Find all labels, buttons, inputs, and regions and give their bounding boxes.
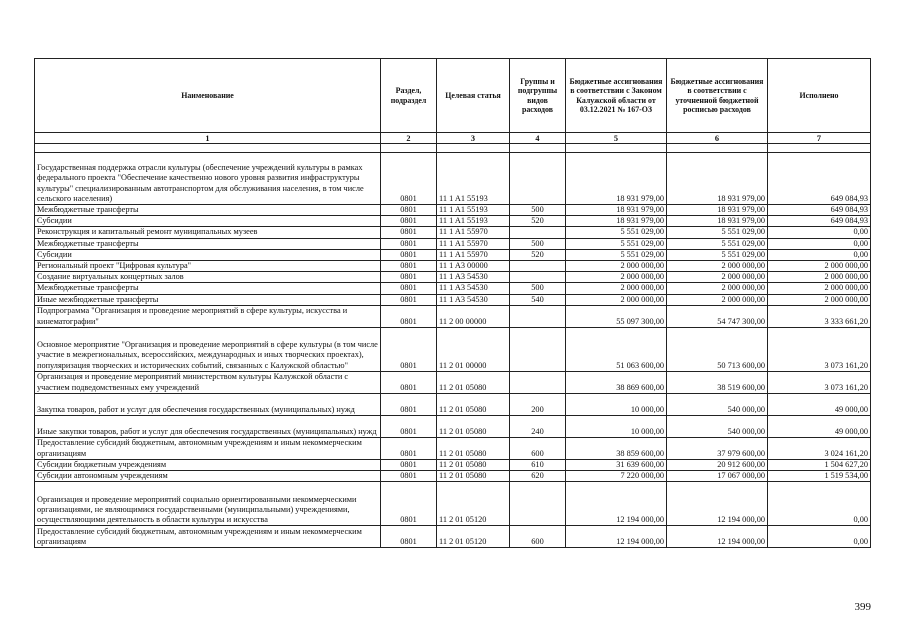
header-target: Целевая статья xyxy=(437,59,510,133)
table-row xyxy=(35,227,871,238)
table-row xyxy=(35,371,871,393)
row-name-cell: Подпрограмма "Организация и проведение мероприятий в сфере культуры, искусства и кинематографии" xyxy=(35,305,381,327)
row-revised-amount-cell: 20 912 600,00 xyxy=(667,459,768,470)
row-expense-type-cell: 600 xyxy=(510,437,566,459)
row-target-cell: 11 2 01 05120 xyxy=(437,526,510,548)
column-number-row xyxy=(35,133,871,144)
row-section-cell: 0801 xyxy=(381,415,437,437)
table-row xyxy=(35,482,871,526)
row-section-cell: 0801 xyxy=(381,305,437,327)
row-expense-type-cell: 500 xyxy=(510,283,566,294)
spacer-cell xyxy=(35,144,381,153)
table-row xyxy=(35,216,871,227)
row-target-cell: 11 1 A1 55970 xyxy=(437,249,510,260)
table-row xyxy=(35,238,871,249)
row-section-cell: 0801 xyxy=(381,216,437,227)
row-target-cell: 11 2 00 00000 xyxy=(437,305,510,327)
row-expense-type-cell: 540 xyxy=(510,294,566,305)
row-executed-amount-cell: 649 084,93 xyxy=(768,153,871,205)
row-executed-amount-cell: 0,00 xyxy=(768,249,871,260)
column-number: 7 xyxy=(768,133,871,144)
table-row xyxy=(35,294,871,305)
row-revised-amount-cell: 18 931 979,00 xyxy=(667,205,768,216)
row-executed-amount-cell: 49 000,00 xyxy=(768,415,871,437)
row-law-amount-cell: 10 000,00 xyxy=(566,393,667,415)
table-row xyxy=(35,249,871,260)
table-row xyxy=(35,283,871,294)
row-revised-amount-cell: 2 000 000,00 xyxy=(667,294,768,305)
row-revised-amount-cell: 17 067 000,00 xyxy=(667,471,768,482)
row-name-cell: Межбюджетные трансферты xyxy=(35,238,381,249)
row-target-cell: 11 1 A1 55193 xyxy=(437,205,510,216)
row-law-amount-cell: 5 551 029,00 xyxy=(566,227,667,238)
row-executed-amount-cell: 3 024 161,20 xyxy=(768,437,871,459)
column-number: 6 xyxy=(667,133,768,144)
header-revised: Бюджетные ассигнования в соответствии с уточненной бюджетной росписью расходов xyxy=(667,59,768,133)
table-row xyxy=(35,415,871,437)
row-name-cell: Субсидии бюджетным учреждениям xyxy=(35,459,381,470)
row-section-cell: 0801 xyxy=(381,459,437,470)
row-section-cell: 0801 xyxy=(381,227,437,238)
row-executed-amount-cell: 1 504 627,20 xyxy=(768,459,871,470)
row-expense-type-cell: 240 xyxy=(510,415,566,437)
row-expense-type-cell: 610 xyxy=(510,459,566,470)
row-executed-amount-cell: 649 084,93 xyxy=(768,205,871,216)
spacer-cell xyxy=(667,144,768,153)
row-law-amount-cell: 2 000 000,00 xyxy=(566,283,667,294)
row-revised-amount-cell: 38 519 600,00 xyxy=(667,371,768,393)
page-number: 399 xyxy=(854,601,871,613)
row-name-cell: Субсидии xyxy=(35,249,381,260)
row-name-cell: Региональный проект "Цифровая культура" xyxy=(35,261,381,272)
table-header-row xyxy=(35,59,871,133)
spacer-cell xyxy=(437,144,510,153)
row-law-amount-cell: 10 000,00 xyxy=(566,415,667,437)
row-executed-amount-cell: 2 000 000,00 xyxy=(768,272,871,283)
row-name-cell: Межбюджетные трансферты xyxy=(35,205,381,216)
row-revised-amount-cell: 540 000,00 xyxy=(667,393,768,415)
row-name-cell: Иные закупки товаров, работ и услуг для обеспечения государственных (муниципальных) нужд xyxy=(35,415,381,437)
row-executed-amount-cell: 2 000 000,00 xyxy=(768,283,871,294)
row-expense-type-cell: 520 xyxy=(510,216,566,227)
row-law-amount-cell: 31 639 600,00 xyxy=(566,459,667,470)
row-law-amount-cell: 12 194 000,00 xyxy=(566,482,667,526)
row-revised-amount-cell: 12 194 000,00 xyxy=(667,526,768,548)
row-expense-type-cell xyxy=(510,327,566,371)
spacer-cell xyxy=(768,144,871,153)
row-expense-type-cell: 620 xyxy=(510,471,566,482)
table-row xyxy=(35,437,871,459)
row-target-cell: 11 2 01 05120 xyxy=(437,482,510,526)
row-executed-amount-cell: 0,00 xyxy=(768,526,871,548)
row-executed-amount-cell: 1 519 534,00 xyxy=(768,471,871,482)
table-body xyxy=(35,133,871,548)
row-revised-amount-cell: 2 000 000,00 xyxy=(667,261,768,272)
row-revised-amount-cell: 18 931 979,00 xyxy=(667,153,768,205)
document-sheet xyxy=(34,58,870,548)
row-executed-amount-cell: 649 084,93 xyxy=(768,216,871,227)
row-law-amount-cell: 18 931 979,00 xyxy=(566,216,667,227)
row-name-cell: Государственная поддержка отрасли культуры (обеспечение учреждений культуры в рамках федерального проекта "Обеспечение качественно нового уровня развития инфраструктуры культуры" специализированным автотранспортом для обслуживания населения, в том числе сельского населения) xyxy=(35,153,381,205)
header-section: Раздел, подраздел xyxy=(381,59,437,133)
row-revised-amount-cell: 5 551 029,00 xyxy=(667,249,768,260)
row-expense-type-cell: 600 xyxy=(510,526,566,548)
row-target-cell: 11 2 01 05080 xyxy=(437,415,510,437)
row-law-amount-cell: 18 931 979,00 xyxy=(566,205,667,216)
row-section-cell: 0801 xyxy=(381,482,437,526)
row-name-cell: Межбюджетные трансферты xyxy=(35,283,381,294)
row-target-cell: 11 1 A3 54530 xyxy=(437,294,510,305)
row-target-cell: 11 2 01 05080 xyxy=(437,459,510,470)
spacer-cell xyxy=(381,144,437,153)
table-row xyxy=(35,526,871,548)
row-section-cell: 0801 xyxy=(381,526,437,548)
row-executed-amount-cell: 3 333 661,20 xyxy=(768,305,871,327)
row-revised-amount-cell: 37 979 600,00 xyxy=(667,437,768,459)
row-name-cell: Субсидии автономным учреждениям xyxy=(35,471,381,482)
row-revised-amount-cell: 18 931 979,00 xyxy=(667,216,768,227)
row-target-cell: 11 1 A3 54530 xyxy=(437,272,510,283)
row-expense-type-cell xyxy=(510,227,566,238)
header-law: Бюджетные ассигнования в соответствии с Законом Калужской области от 03.12.2021 № 167-ОЗ xyxy=(566,59,667,133)
row-name-cell: Закупка товаров, работ и услуг для обеспечения государственных (муниципальных) нужд xyxy=(35,393,381,415)
budget-table xyxy=(34,58,871,548)
row-expense-type-cell xyxy=(510,153,566,205)
table-row xyxy=(35,272,871,283)
table-row xyxy=(35,327,871,371)
row-name-cell: Предоставление субсидий бюджетным, автономным учреждениям и иным некоммерческим организациям xyxy=(35,437,381,459)
row-name-cell: Создание виртуальных концертных залов xyxy=(35,272,381,283)
row-expense-type-cell: 520 xyxy=(510,249,566,260)
row-target-cell: 11 1 A1 55193 xyxy=(437,216,510,227)
row-law-amount-cell: 18 931 979,00 xyxy=(566,153,667,205)
row-expense-type-cell xyxy=(510,482,566,526)
row-target-cell: 11 2 01 05080 xyxy=(437,437,510,459)
row-law-amount-cell: 7 220 000,00 xyxy=(566,471,667,482)
row-expense-type-cell: 500 xyxy=(510,205,566,216)
table-row xyxy=(35,471,871,482)
row-target-cell: 11 2 01 05080 xyxy=(437,393,510,415)
row-section-cell: 0801 xyxy=(381,249,437,260)
row-law-amount-cell: 2 000 000,00 xyxy=(566,272,667,283)
table-row xyxy=(35,153,871,205)
row-executed-amount-cell: 49 000,00 xyxy=(768,393,871,415)
table-row xyxy=(35,305,871,327)
row-name-cell: Основное мероприятие "Организация и проведение мероприятий в сфере культуры (в том числе участие в межрегиональных, всероссийских, международных и иных творческих проектах), популяризация творческих и исторических событий, связанных с Калужской областью" xyxy=(35,327,381,371)
row-revised-amount-cell: 12 194 000,00 xyxy=(667,482,768,526)
row-law-amount-cell: 12 194 000,00 xyxy=(566,526,667,548)
spacer-cell xyxy=(510,144,566,153)
table-row xyxy=(35,459,871,470)
row-executed-amount-cell: 3 073 161,20 xyxy=(768,327,871,371)
row-revised-amount-cell: 50 713 600,00 xyxy=(667,327,768,371)
row-law-amount-cell: 2 000 000,00 xyxy=(566,261,667,272)
header-name: Наименование xyxy=(35,59,381,133)
row-section-cell: 0801 xyxy=(381,294,437,305)
table-row xyxy=(35,393,871,415)
row-section-cell: 0801 xyxy=(381,471,437,482)
row-revised-amount-cell: 54 747 300,00 xyxy=(667,305,768,327)
row-executed-amount-cell: 2 000 000,00 xyxy=(768,261,871,272)
row-revised-amount-cell: 2 000 000,00 xyxy=(667,283,768,294)
row-expense-type-cell xyxy=(510,305,566,327)
row-section-cell: 0801 xyxy=(381,272,437,283)
row-section-cell: 0801 xyxy=(381,327,437,371)
row-law-amount-cell: 55 097 300,00 xyxy=(566,305,667,327)
row-expense-type-cell: 500 xyxy=(510,238,566,249)
table-row xyxy=(35,261,871,272)
row-law-amount-cell: 51 063 600,00 xyxy=(566,327,667,371)
row-expense-type-cell: 200 xyxy=(510,393,566,415)
row-executed-amount-cell: 0,00 xyxy=(768,238,871,249)
row-section-cell: 0801 xyxy=(381,283,437,294)
row-target-cell: 11 2 01 05080 xyxy=(437,371,510,393)
row-section-cell: 0801 xyxy=(381,238,437,249)
row-name-cell: Организация и проведение мероприятий социально ориентированными некоммерческими организациями, не являющимися государственными (муниципальными) учреждениями, осуществляющими деятельность в области культуры и искусства xyxy=(35,482,381,526)
row-target-cell: 11 1 A1 55193 xyxy=(437,153,510,205)
row-expense-type-cell xyxy=(510,272,566,283)
row-name-cell: Предоставление субсидий бюджетным, автономным учреждениям и иным некоммерческим организациям xyxy=(35,526,381,548)
column-number: 1 xyxy=(35,133,381,144)
row-law-amount-cell: 38 859 600,00 xyxy=(566,437,667,459)
row-section-cell: 0801 xyxy=(381,437,437,459)
row-target-cell: 11 1 A3 00000 xyxy=(437,261,510,272)
row-target-cell: 11 1 A1 55970 xyxy=(437,238,510,249)
row-target-cell: 11 2 01 05080 xyxy=(437,471,510,482)
row-executed-amount-cell: 0,00 xyxy=(768,227,871,238)
header-executed: Исполнено xyxy=(768,59,871,133)
row-target-cell: 11 1 A1 55970 xyxy=(437,227,510,238)
row-target-cell: 11 1 A3 54530 xyxy=(437,283,510,294)
header-groups: Группы и подгруппы видов расходов xyxy=(510,59,566,133)
row-section-cell: 0801 xyxy=(381,393,437,415)
row-executed-amount-cell: 2 000 000,00 xyxy=(768,294,871,305)
row-law-amount-cell: 5 551 029,00 xyxy=(566,249,667,260)
row-law-amount-cell: 2 000 000,00 xyxy=(566,294,667,305)
row-name-cell: Иные межбюджетные трансферты xyxy=(35,294,381,305)
row-name-cell: Субсидии xyxy=(35,216,381,227)
column-number: 4 xyxy=(510,133,566,144)
row-section-cell: 0801 xyxy=(381,153,437,205)
row-revised-amount-cell: 2 000 000,00 xyxy=(667,272,768,283)
spacer-cell xyxy=(566,144,667,153)
row-target-cell: 11 2 01 00000 xyxy=(437,327,510,371)
row-executed-amount-cell: 3 073 161,20 xyxy=(768,371,871,393)
column-number: 2 xyxy=(381,133,437,144)
row-name-cell: Реконструкция и капитальный ремонт муниципальных музеев xyxy=(35,227,381,238)
row-section-cell: 0801 xyxy=(381,371,437,393)
row-name-cell: Организация и проведение мероприятий министерством культуры Калужской области с участием подведомственных ему учреждений xyxy=(35,371,381,393)
row-expense-type-cell xyxy=(510,371,566,393)
column-number: 3 xyxy=(437,133,510,144)
row-section-cell: 0801 xyxy=(381,205,437,216)
column-number: 5 xyxy=(566,133,667,144)
row-executed-amount-cell: 0,00 xyxy=(768,482,871,526)
table-row xyxy=(35,205,871,216)
row-revised-amount-cell: 5 551 029,00 xyxy=(667,227,768,238)
row-section-cell: 0801 xyxy=(381,261,437,272)
row-revised-amount-cell: 5 551 029,00 xyxy=(667,238,768,249)
row-expense-type-cell xyxy=(510,261,566,272)
row-revised-amount-cell: 540 000,00 xyxy=(667,415,768,437)
row-law-amount-cell: 38 869 600,00 xyxy=(566,371,667,393)
row-law-amount-cell: 5 551 029,00 xyxy=(566,238,667,249)
spacer-row xyxy=(35,144,871,153)
